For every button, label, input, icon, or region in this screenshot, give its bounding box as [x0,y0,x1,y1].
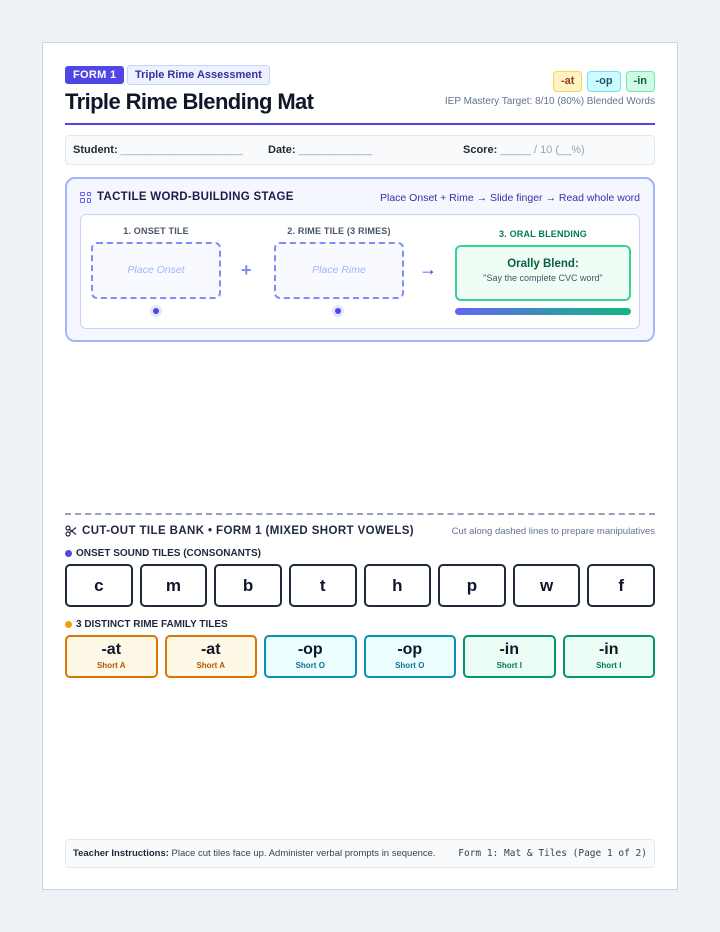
score-label: Score: [463,144,498,156]
rime-chip-op: -op [587,71,620,92]
student-field[interactable] [73,144,243,156]
rime-tile-in[interactable] [463,635,556,678]
onset-tile[interactable]: f [587,564,655,607]
stage-title-text: TACTILE WORD-BUILDING STAGE [97,191,294,203]
onset-tile-row [65,564,655,607]
bullet-icon [65,621,72,628]
rime-text: -op [297,641,323,658]
score-field[interactable] [463,144,585,156]
rime-chip-at: -at [553,71,582,92]
student-info-row [65,135,655,165]
date-blank: ____________ [298,144,372,156]
onset-tile[interactable]: h [364,564,432,607]
page-title: Triple Rime Blending Mat [65,89,314,114]
rime-chip-in: -in [626,71,655,92]
vowel-text: Short O [295,661,325,670]
assessment-badge: Triple Rime Assessment [127,65,270,85]
rime-chip-group [553,71,655,92]
rime-section-label [65,619,228,630]
grid-icon [80,192,91,203]
blend-title: Orally Blend: [507,258,579,270]
stage-hint: Place Onset + Rime → Slide finger → Read whole word [380,192,640,204]
score-blank: _____ / 10 (__%) [500,144,585,156]
tile-bank-title [65,525,414,537]
rime-tile-at[interactable] [165,635,258,678]
rime-tile-op[interactable] [364,635,457,678]
onset-tile[interactable]: t [289,564,357,607]
header-divider [65,123,655,125]
plus-sign: + [241,260,252,280]
word-building-stage [65,177,655,342]
bullet-icon [65,550,72,557]
worksheet-page [42,42,678,890]
rime-tile-at[interactable] [65,635,158,678]
vowel-text: Short I [496,661,522,670]
rime-text: -in [598,641,619,658]
onset-section-text: ONSET SOUND TILES (CONSONANTS) [76,548,262,559]
rime-drop-zone[interactable]: Place Rime [274,242,404,299]
rime-text: -at [200,641,221,658]
vowel-text: Short I [596,661,622,670]
onset-tile-label: 1. ONSET TILE [123,226,189,236]
arrow-right-icon: → [419,259,437,279]
teacher-instructions [73,848,436,859]
onset-section-label [65,548,261,559]
rime-tile-op[interactable] [264,635,357,678]
onset-tile[interactable]: m [140,564,208,607]
rime-tile-in[interactable] [563,635,656,678]
student-blank: ____________________ [120,144,244,156]
onset-tile[interactable]: c [65,564,133,607]
stage-workspace [80,214,640,329]
vowel-text: Short A [96,661,126,670]
form-badge: FORM 1 [65,66,124,84]
onset-tile[interactable]: p [438,564,506,607]
blend-slide-bar [455,308,631,315]
rime-text: -in [499,641,520,658]
rime-slide-dot[interactable] [332,305,344,317]
mastery-target: IEP Mastery Target: 8/10 (80%) Blended Words [444,96,655,107]
date-label: Date: [268,144,296,156]
rime-tile-label: 2. RIME TILE (3 RIMES) [287,226,391,236]
onset-slide-dot[interactable] [150,305,162,317]
teacher-footer [65,839,655,868]
rime-text: -op [397,641,423,658]
page-indicator: Form 1: Mat & Tiles (Page 1 of 2) [458,848,647,859]
scissors-icon [65,525,77,537]
date-field[interactable] [268,144,372,156]
vowel-text: Short A [196,661,226,670]
tile-bank-hint: Cut along dashed lines to prepare manipulatives [451,526,655,537]
onset-tile[interactable]: b [214,564,282,607]
blend-prompt: "Say the complete CVC word" [483,273,603,283]
oral-blending-label: 3. ORAL BLENDING [498,229,588,239]
stage-title [80,191,294,203]
instructions-label: Teacher Instructions: [73,848,169,859]
rime-text: -at [101,641,122,658]
tile-bank-title-text: CUT-OUT TILE BANK • FORM 1 (MIXED SHORT VOWELS) [82,525,415,537]
onset-tile[interactable]: w [513,564,581,607]
oral-blend-box [455,245,631,301]
instructions-text: Place cut tiles face up. Administer verbal prompts in sequence. [168,848,436,859]
student-label: Student: [73,144,118,156]
vowel-text: Short O [395,661,425,670]
rime-tile-row [65,635,655,678]
rime-section-text: 3 DISTINCT RIME FAMILY TILES [76,619,228,630]
cut-line [65,513,655,515]
onset-drop-zone[interactable]: Place Onset [91,242,221,299]
